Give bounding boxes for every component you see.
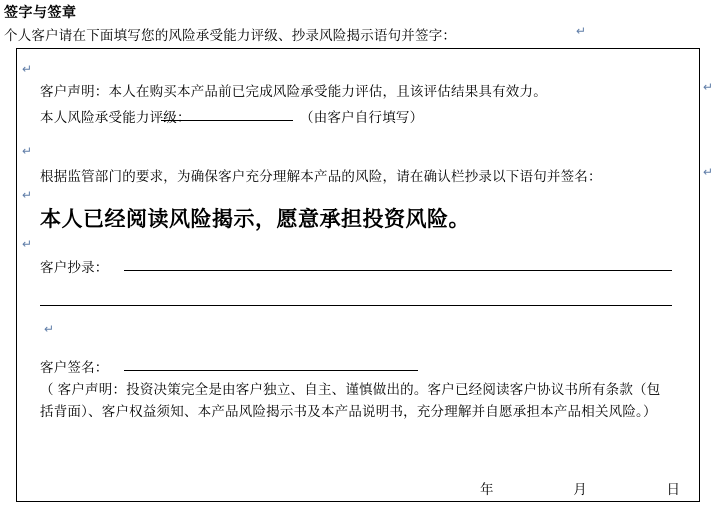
signature-label: 客户签名： [40,360,109,375]
risk-rating-note: （由客户自行填写） [300,110,424,125]
customer-statement-text: 客户声明：本人在购买本产品前已完成风险承受能力评估，且该评估结果具有效力。 [40,84,547,99]
pilcrow-mark-icon: ↵ [22,62,33,76]
intro-text: 个人客户请在下面填写您的风险承受能力评级、抄录风险揭示语句并签字： [4,28,457,43]
pilcrow-mark-icon: ↵ [22,237,33,251]
copy-blank-field-line1[interactable] [124,270,672,271]
pilcrow-mark-icon: ↵ [22,144,33,158]
date-day-label: 日 [666,482,680,497]
date-year-label: 年 [480,482,494,497]
date-month-label: 月 [573,482,587,497]
signature-note: （ 客户声明：投资决策完全是由客户独立、自主、谨慎做出的。客户已经阅读客户协议书所有条款（包括背面）、客户权益须知、本产品风险揭示书及本产品说明书，充分理解并自愿承担本产品相关风险。） [40,382,661,419]
pilcrow-mark-icon: ↵ [44,322,55,336]
pilcrow-mark-icon: ↵ [703,165,714,179]
copy-label: 客户抄录： [40,260,109,275]
instruction-text: 根据监管部门的要求，为确保客户充分理解本产品的风险，请在确认栏抄录以下语句并签名： [40,169,602,184]
copy-blank-field-line2[interactable] [40,305,672,306]
pilcrow-mark-icon: ↵ [22,188,33,202]
pilcrow-mark-icon: ↵ [576,24,587,38]
declaration-text: 本人已经阅读风险揭示，愿意承担投资风险。 [40,208,470,231]
risk-rating-blank-field[interactable] [161,120,293,121]
pilcrow-mark-icon: ↵ [703,80,714,94]
page-title: 签字与签章 [4,4,77,20]
signature-blank-field[interactable] [124,370,418,371]
risk-rating-label: 本人风险承受能力评级： [40,110,191,125]
date-row [480,478,680,498]
